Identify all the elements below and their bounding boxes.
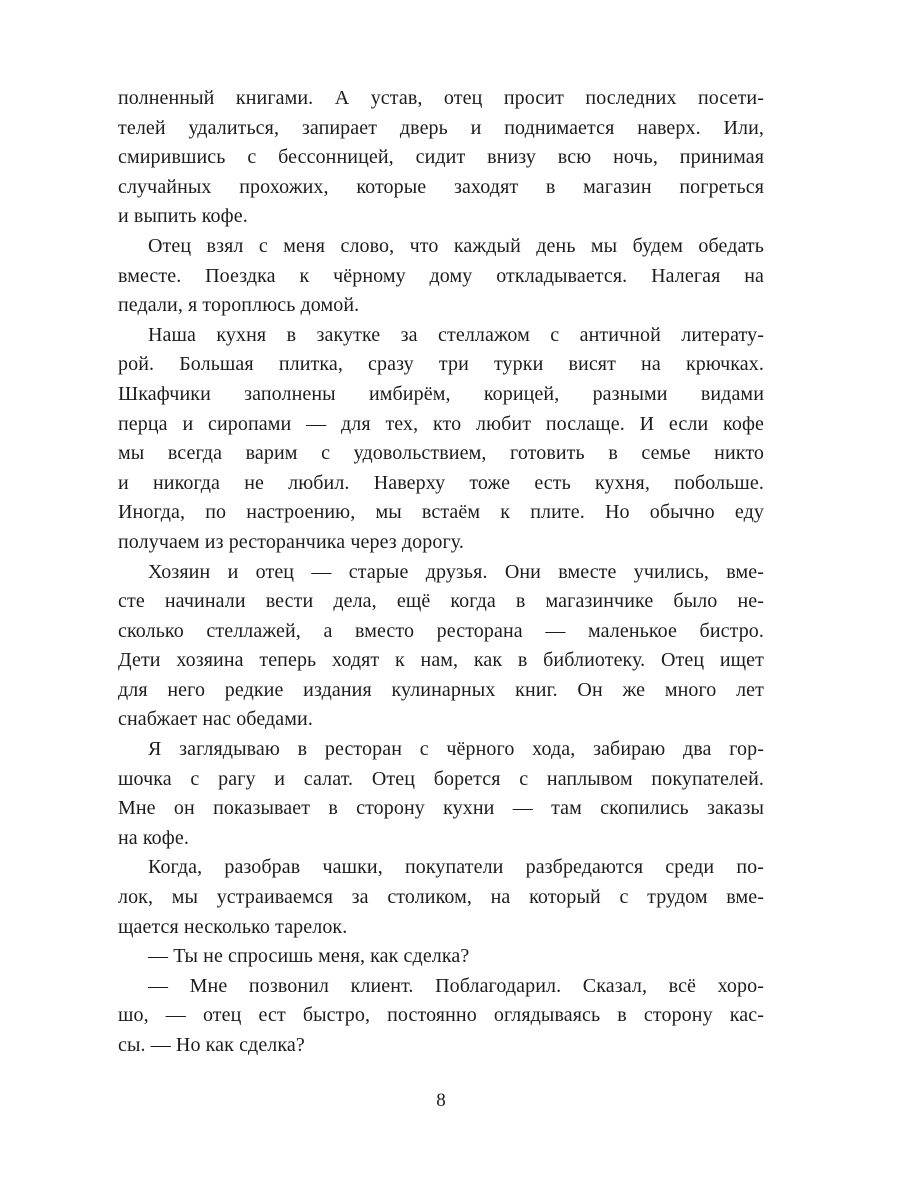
text-line: рой. Большая плитка, сразу три турки висят на крючках. xyxy=(118,353,764,376)
text-line: сы. — Но как сделка? xyxy=(118,1034,305,1056)
text-line: Когда, разобрав чашки, покупатели разбредаются среди по- xyxy=(148,856,764,879)
text-line: Мне он показывает в сторону кухни — там скопились заказы xyxy=(118,797,764,820)
paragraph xyxy=(118,321,764,558)
text-line: Наша кухня в закутке за стеллажом с античной литерату- xyxy=(148,323,764,346)
page-number: 8 xyxy=(436,1090,446,1111)
text-line: — Ты не спросишь меня, как сделка? xyxy=(148,945,470,968)
text-line: Дети хозяина теперь ходят к нам, как в библиотеку. Отец ищет xyxy=(118,649,764,672)
paragraph xyxy=(118,972,764,1061)
text-line: мы всегда варим с удовольствием, готовить в семье никто xyxy=(118,442,764,465)
paragraph xyxy=(118,735,764,853)
text-line: получаем из ресторанчика через дорогу. xyxy=(118,530,464,553)
paragraph xyxy=(118,853,764,942)
text-line: Хозяин и отец — старые друзья. Они вместе учились, вме- xyxy=(148,560,764,583)
paragraph xyxy=(118,942,764,972)
text-line: на кофе. xyxy=(118,826,189,849)
text-line: случайных прохожих, которые заходят в магазин погреться xyxy=(118,175,764,198)
text-line: шо, — отец ест быстро, постоянно оглядываясь в сторону кас- xyxy=(118,1004,764,1027)
text-line: — Мне позвонил клиент. Поблагодарил. Сказал, всё хоро- xyxy=(148,974,764,997)
paragraph xyxy=(118,232,764,321)
paragraph xyxy=(118,558,764,736)
text-block xyxy=(118,84,764,1061)
text-line: Иногда, по настроению, мы встаём к плите. Но обычно еду xyxy=(118,501,764,524)
text-line: снабжает нас обедами. xyxy=(118,708,313,731)
text-line: педали, я тороплюсь домой. xyxy=(118,294,360,317)
text-line: сте начинали вести дела, ещё когда в магазинчике было не- xyxy=(118,590,764,613)
text-line: телей удалиться, запирает дверь и поднимается наверх. Или, xyxy=(118,116,764,139)
text-line: сколько стеллажей, а вместо ресторана — маленькое бистро. xyxy=(118,619,764,642)
text-line: Шкафчики заполнены имбирём, корицей, разными видами xyxy=(118,382,764,405)
text-line: Отец взял с меня слово, что каждый день мы будем обедать xyxy=(148,234,764,257)
text-line: полненный книгами. А устав, отец просит последних посети- xyxy=(118,87,764,109)
text-line: Я заглядываю в ресторан с чёрного хода, забираю два гор- xyxy=(148,738,764,761)
text-line: перца и сиропами — для тех, кто любит послаще. И если кофе xyxy=(118,412,764,435)
text-line: смирившись с бессонницей, сидит внизу всю ночь, принимая xyxy=(118,146,764,169)
text-line: шочка с рагу и салат. Отец борется с наплывом покупателей. xyxy=(118,767,764,790)
text-line: лок, мы устраиваемся за столиком, на который с трудом вме- xyxy=(118,886,764,909)
paragraph xyxy=(118,84,764,232)
text-line: и выпить кофе. xyxy=(118,205,248,228)
text-line: и никогда не любил. Наверху тоже есть кухня, побольше. xyxy=(118,471,764,494)
text-line: вместе. Поездка к чёрному дому откладывается. Налегая на xyxy=(118,264,764,287)
text-line: щается несколько тарелок. xyxy=(118,915,348,938)
text-line: для него редкие издания кулинарных книг. Он же много лет xyxy=(118,678,764,701)
